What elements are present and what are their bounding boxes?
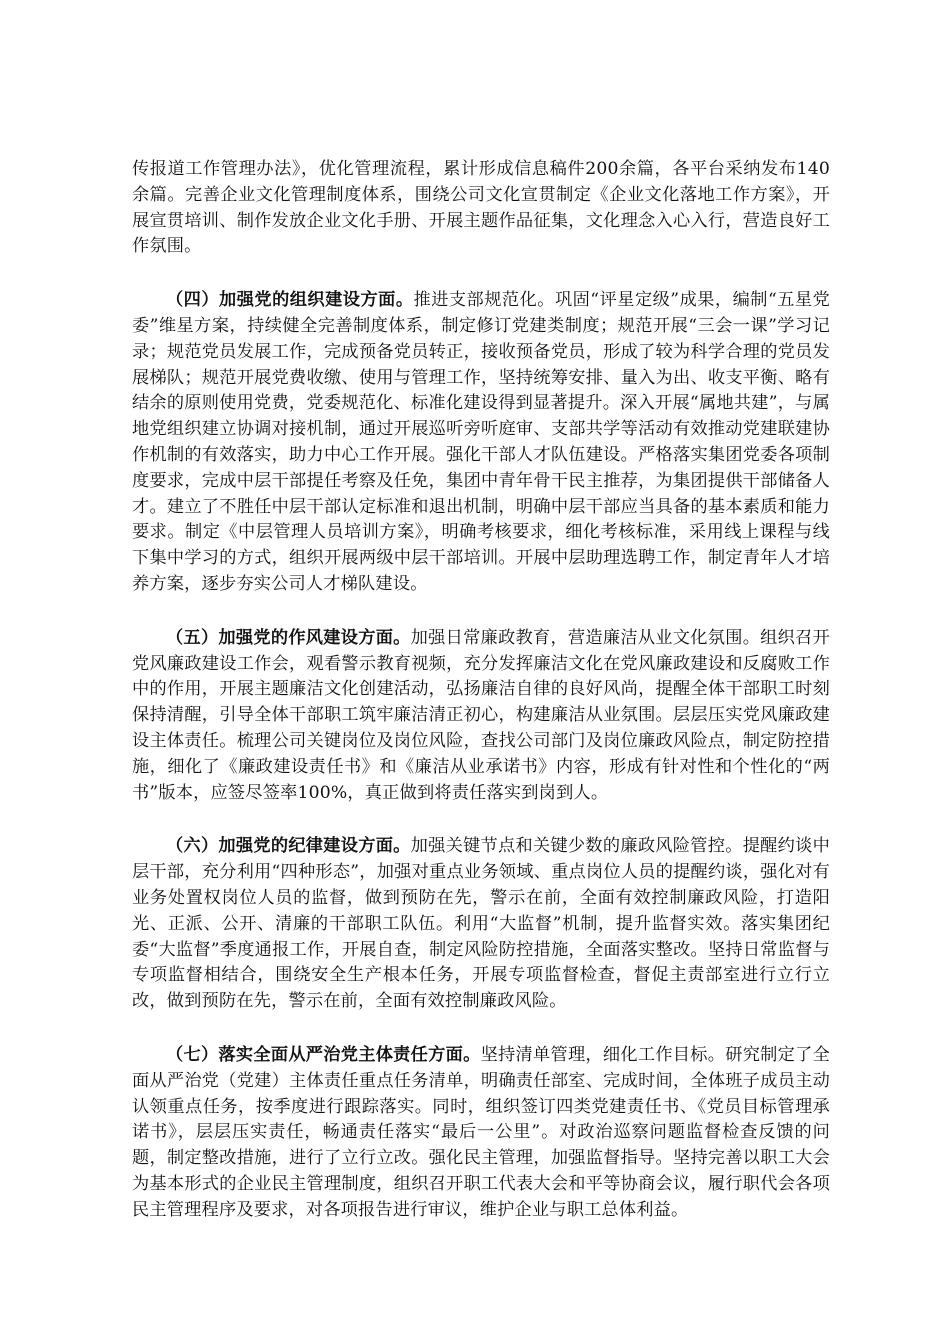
paragraph-body: 加强日常廉政教育，营造廉洁从业文化氛围。组织召开党风廉政建设工作会，观看警示教育视频，充分发挥廉洁文化在党风廉政建设和反腐败工作中的作用，开展主题廉洁文化创建活动，弘扬廉洁自律的良好风尚，提醒全体干部职工时刻保持清醒，引导全体干部职工筑牢廉洁清正初心，构建廉洁从业氛围。层层压实党风廉政建设主体责任。梳理公司关键岗位及岗位风险，查找公司部门及岗位廉政风险点，制定防控措施，细化了《廉政建设责任书》和《廉洁从业承诺书》内容，形成有针对性和个性化的“两书”版本，应签尽签率100%，真正做到将责任落实到岗到人。 <box>132 627 830 803</box>
paragraph-heading: （六）加强党的纪律建设方面。 <box>166 836 411 857</box>
paragraph-heading: （七）落实全面从严治党主体责任方面。 <box>166 1044 481 1065</box>
paragraph-heading: （四）加强党的组织建设方面。 <box>166 290 414 311</box>
paragraph-responsibility <box>132 1043 830 1224</box>
paragraph-continuation <box>132 157 830 260</box>
paragraph-organization <box>132 288 830 598</box>
paragraph-heading: （五）加强党的作风建设方面。 <box>166 627 411 648</box>
paragraph-body: 推进支部规范化。巩固“评星定级”成果，编制“五星党委”维星方案，持续健全完善制度体系，制定修订党建类制度；规范开展“三会一课”学习记录；规范党员发展工作，完成预备党员转正，接收预备党员，形成了较为科学合理的党员发展梯队；规范开展党费收缴、使用与管理工作，坚持统筹安排、量入为出、收支平衡、略有结余的原则使用党费，党委规范化、标准化建设得到显著提升。深入开展“属地共建”，与属地党组织建立协调对接机制，通过开展巡听旁听庭审、支部共学等活动有效推动党建联建协作机制的有效落实，助力中心工作开展。强化干部人才队伍建设。严格落实集团党委各项制度要求，完成中层干部提任考察及任免，集团中青年骨干民主推荐，为集团提供干部储备人才。建立了不胜任中层干部认定标准和退出机制，明确中层干部应当具备的基本素质和能力要求。制定《中层管理人员培训方案》，明确考核要求，细化考核标准，采用线上课程与线下集中学习的方式，组织开展两级中层干部培训。开展中层助理选聘工作，制定青年人才培养方案，逐步夯实公司人才梯队建设。 <box>132 290 830 594</box>
paragraph-discipline <box>132 834 830 1015</box>
document-page <box>132 157 830 1251</box>
paragraph-conduct <box>132 626 830 807</box>
paragraph-body: 加强关键节点和关键少数的廉政风险管控。提醒约谈中层干部，充分利用“四种形态”，加强对重点业务领域、重点岗位人员的提醒约谈，强化对有业务处置权岗位人员的监督，做到预防在先，警示在前，全面有效控制廉政风险，打造阳光、正派、公开、清廉的干部职工队伍。利用“大监督”机制，提升监督实效。落实集团纪委“大监督”季度通报工作，开展自查，制定风险防控措施，全面落实整改。坚持日常监督与专项监督相结合，围绕安全生产根本任务，开展专项监督检查，督促主责部室进行立行立改，做到预防在先，警示在前，全面有效控制廉政风险。 <box>132 836 830 1012</box>
paragraph-body: 传报道工作管理办法》，优化管理流程，累计形成信息稿件200余篇，各平台采纳发布140余篇。完善企业文化管理制度体系，围绕公司文化宣贯制定《企业文化落地工作方案》，开展宣贯培训、制作发放企业文化手册、开展主题作品征集，文化理念入心入行，营造良好工作氛围。 <box>132 159 830 257</box>
paragraph-body: 坚持清单管理，细化工作目标。研究制定了全面从严治党（党建）主体责任重点任务清单，明确责任部室、完成时间，全体班子成员主动认领重点任务，按季度进行跟踪落实。同时，组织签订四类党建责任书、《党员目标管理承诺书》，层层压实责任，畅通责任落实“最后一公里”。对政治巡察问题监督检查反馈的问题，制定整改措施，进行了立行立改。强化民主管理，加强监督指导。坚持完善以职工大会为基本形式的企业民主管理制度，组织召开职工代表大会和平等协商会议，履行职代会各项民主管理程序及要求，对各项报告进行审议，维护企业与职工总体利益。 <box>132 1044 830 1220</box>
